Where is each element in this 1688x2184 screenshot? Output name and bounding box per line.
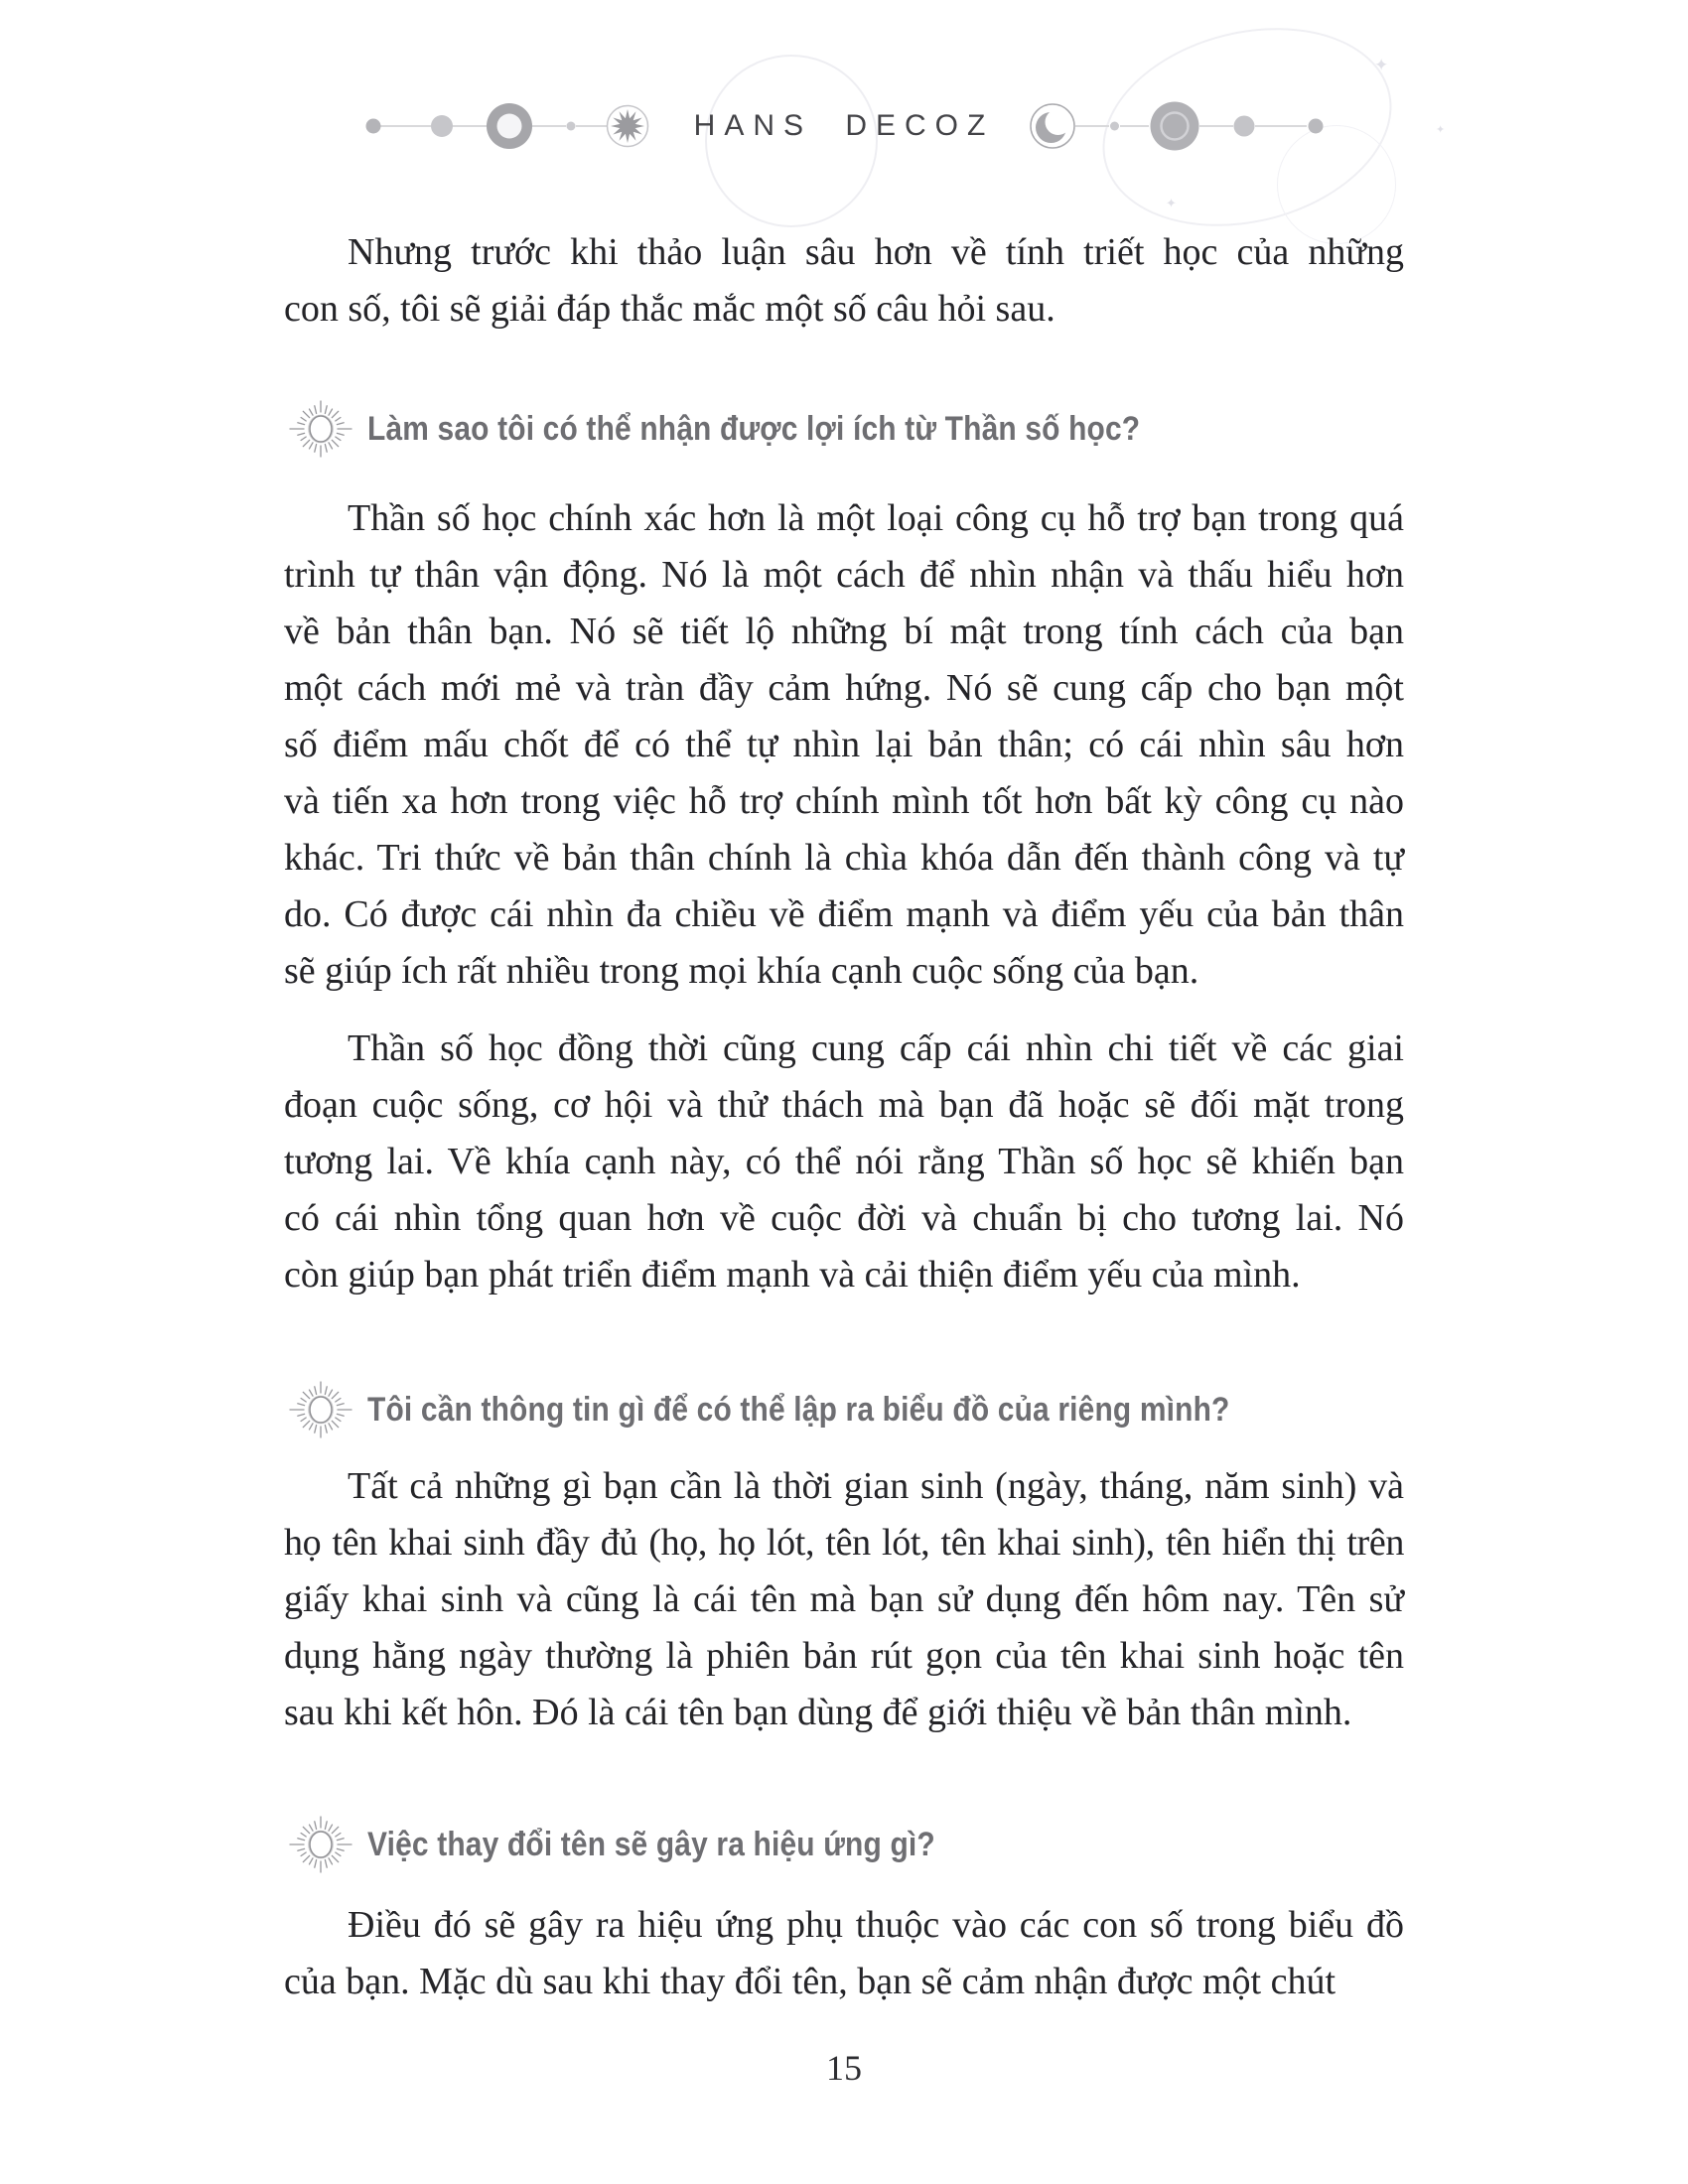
text-line: giấy khai sinh và cũng là cái tên mà bạn sử dụng đến hôm nay. Tên sử: [284, 1578, 1404, 1620]
sparkle-icon: ✦: [1166, 197, 1177, 211]
sun-icon: [288, 1808, 353, 1881]
paragraph: [284, 1021, 1404, 1303]
paragraph: [284, 1458, 1404, 1741]
text-line: đoạn cuộc sống, cơ hội và thử thách mà bạn đã hoặc sẽ đối mặt trong: [284, 1084, 1404, 1126]
text-line: Thần số học chính xác hơn là một loại công cụ hỗ trợ bạn trong quá: [348, 497, 1404, 539]
sparkle-icon: ✦: [1374, 56, 1389, 75]
text-line: và tiến xa hơn trong việc hỗ trợ chính mình tốt hơn bất kỳ công cụ nào: [284, 780, 1404, 822]
paragraph: [284, 490, 1404, 1000]
text-line: con số, tôi sẽ giải đáp thắc mắc một số câu hỏi sau.: [284, 288, 1055, 330]
text-line: sẽ giúp ích rất nhiều trong mọi khía cạnh cuộc sống của bạn.: [284, 950, 1199, 992]
text-line: họ tên khai sinh đầy đủ (họ, họ lót, tên lót, tên khai sinh), tên hiển thị trên: [284, 1522, 1404, 1564]
running-header: [0, 0, 1688, 228]
section-heading: Tôi cần thông tin gì để có thể lập ra biểu đồ của riêng mình?: [367, 1391, 1230, 1429]
dot-icon: [1110, 122, 1119, 131]
sun-icon: [288, 1373, 353, 1446]
text-line: của bạn. Mặc dù sau khi thay đổi tên, bạn sẽ cảm nhận được một chút: [284, 1961, 1336, 2002]
text-line: Tất cả những gì bạn cần là thời gian sinh (ngày, tháng, năm sinh) và: [348, 1465, 1404, 1507]
text-line: sau khi kết hôn. Đó là cái tên bạn dùng để giới thiệu về bản thân mình.: [284, 1692, 1352, 1733]
text-line: tương lai. Về khía cạnh này, có thể nói rằng Thần số học sẽ khiến bạn: [284, 1141, 1404, 1182]
dot-icon: [1309, 119, 1324, 134]
section-heading-row: [284, 387, 1476, 471]
text-line: số điểm mấu chốt để có thể tự nhìn lại bản thân; có cái nhìn sâu hơn: [284, 724, 1404, 765]
intro-paragraph: [284, 224, 1404, 338]
section-heading: Làm sao tôi có thể nhận được lợi ích từ Thần số học?: [367, 410, 1141, 448]
page-number: 15: [826, 2048, 862, 2088]
paragraph: [284, 1897, 1404, 2010]
section-heading: Việc thay đổi tên sẽ gây ra hiệu ứng gì?: [367, 1826, 935, 1863]
text-line: có cái nhìn tổng quan hơn về cuộc đời và chuẩn bị cho tương lai. Nó: [284, 1197, 1404, 1239]
text-line: Điều đó sẽ gây ra hiệu ứng phụ thuộc vào các con số trong biểu đồ: [348, 1904, 1404, 1946]
text-line: Thần số học đồng thời cũng cung cấp cái nhìn chi tiết về các giai: [348, 1027, 1404, 1069]
section-heading-row: [284, 1368, 1476, 1451]
text-line: còn giúp bạn phát triển điểm mạnh và cải thiện điểm yếu của mình.: [284, 1254, 1301, 1296]
sparkle-icon: ✦: [1436, 123, 1446, 136]
planet-icon: [1151, 102, 1199, 151]
sphere-icon: [1234, 116, 1255, 137]
text-line: dụng hằng ngày thường là phiên bản rút gọn của tên khai sinh hoặc tên: [284, 1635, 1404, 1677]
text-line: do. Có được cái nhìn đa chiều về điểm mạnh và điểm yếu của bản thân: [284, 893, 1404, 935]
text-line: khác. Tri thức về bản thân chính là chìa khóa dẫn đến thành công và tự: [284, 837, 1404, 879]
text-line: về bản thân bạn. Nó sẽ tiết lộ những bí mật trong tính cách của bạn: [284, 611, 1404, 652]
sun-icon: [288, 392, 353, 466]
header-ornament-right: [1028, 81, 1326, 171]
text-line: một cách mới mẻ và tràn đầy cảm hứng. Nó sẽ cung cấp cho bạn một: [284, 667, 1404, 709]
text-line: Nhưng trước khi thảo luận sâu hơn về tính triết học của những: [348, 231, 1404, 273]
text-line: trình tự thân vận động. Nó là một cách để nhìn nhận và thấu hiểu hơn: [284, 554, 1404, 596]
crescent-moon-icon: [1031, 104, 1074, 148]
section-heading-row: [284, 1803, 1476, 1886]
running-header-title: HANS DECOZ: [693, 109, 995, 142]
